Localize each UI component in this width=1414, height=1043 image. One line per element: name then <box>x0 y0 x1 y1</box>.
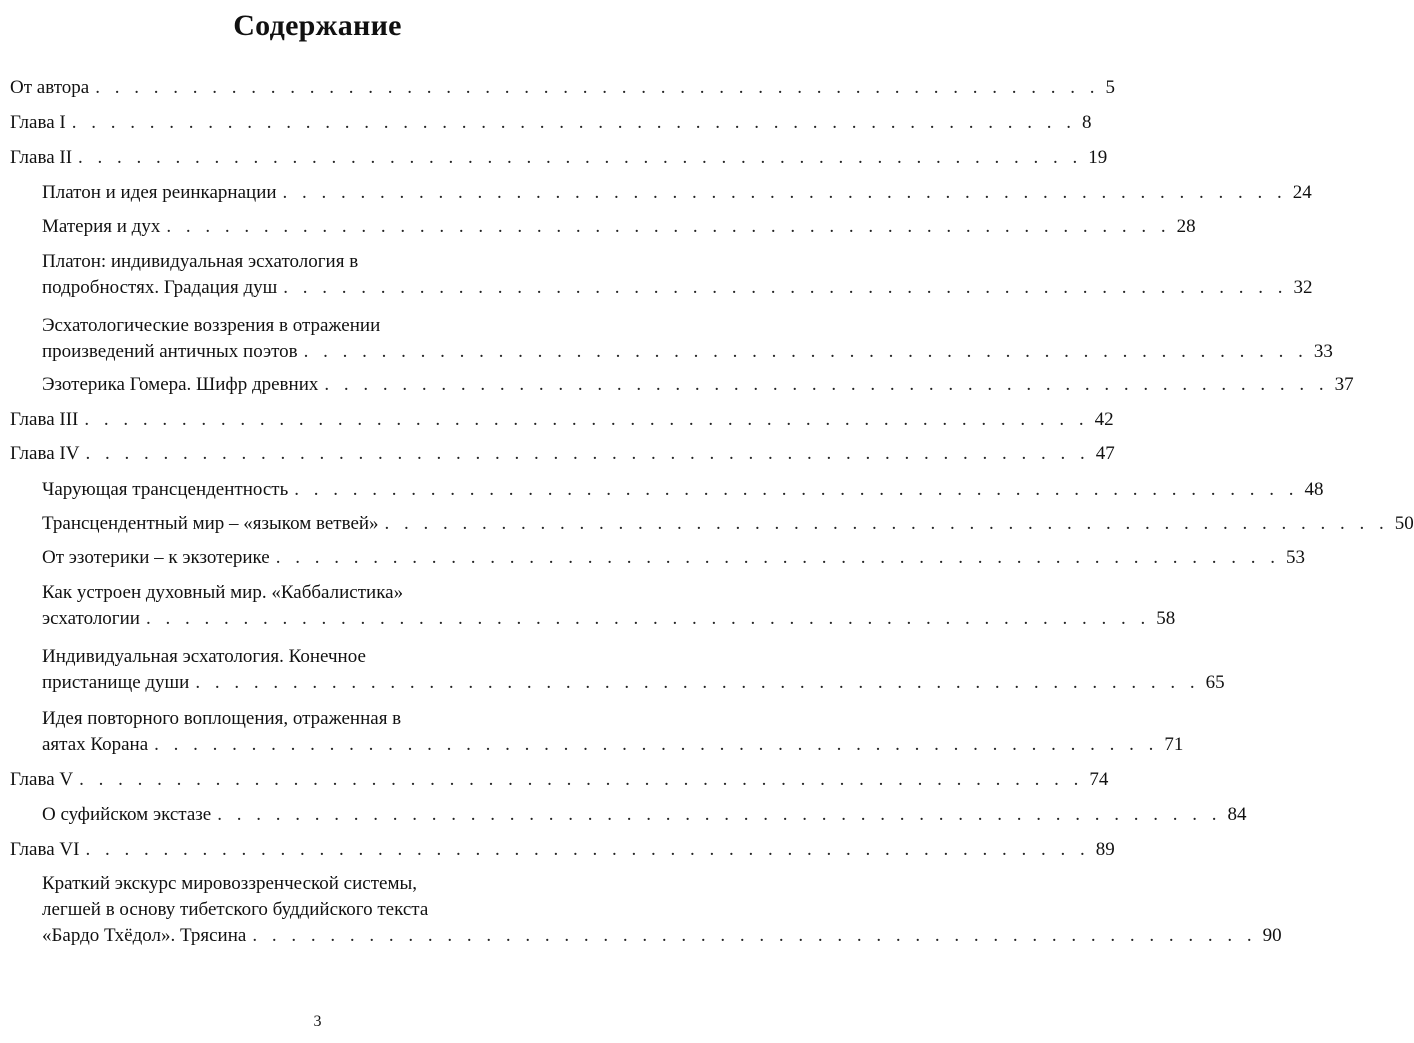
toc-entry-title: аятах Корана <box>42 734 149 755</box>
toc-entry <box>42 214 1196 240</box>
toc-entry-title: От автора <box>10 77 90 98</box>
toc-entry-title-line: Индивидуальная эсхатология. Конечное <box>42 646 366 667</box>
toc-entry <box>42 180 1312 206</box>
toc-entry-title: Глава VI <box>10 839 80 860</box>
toc-entry <box>10 767 1109 793</box>
toc-entry-page: 71 <box>1164 734 1184 755</box>
toc-entry <box>42 249 1313 301</box>
leader-dots: . . . . . . . . . . . . . . . . . . . . . . . . . . . . . . . . . . . . . . . . . . . . . . . . . . . . <box>294 479 1299 500</box>
toc-entry-page: 53 <box>1285 547 1305 568</box>
toc-entry-title-line: Эсхатологические воззрения в отражении <box>42 315 381 336</box>
toc-entry-page: 8 <box>1081 112 1092 133</box>
toc-entry-title-line: Краткий экскурс мировоззренческой системы, <box>42 873 417 894</box>
leader-dots: . . . . . . . . . . . . . . . . . . . . . . . . . . . . . . . . . . . . . . . . . . . . . . . . . . . . <box>324 374 1329 395</box>
toc-entry-title: Эзотерика Гомера. Шифр древних <box>42 374 319 395</box>
leader-dots: . . . . . . . . . . . . . . . . . . . . . . . . . . . . . . . . . . . . . . . . . . . . . . . . . . . . <box>252 925 1257 946</box>
toc-entry <box>10 145 1108 171</box>
toc-entry <box>42 871 1282 949</box>
toc-entry <box>42 477 1324 503</box>
toc-entry-page: 90 <box>1262 925 1282 946</box>
toc-entry-title: Глава I <box>10 112 66 133</box>
leader-dots: . . . . . . . . . . . . . . . . . . . . . . . . . . . . . . . . . . . . . . . . . . . . . . . . . . . . <box>78 147 1083 168</box>
toc-entry <box>10 110 1092 136</box>
toc-entry-page: 65 <box>1205 672 1225 693</box>
toc-entry <box>42 644 1225 696</box>
toc-entry-page: 32 <box>1293 277 1313 298</box>
leader-dots: . . . . . . . . . . . . . . . . . . . . . . . . . . . . . . . . . . . . . . . . . . . . . . . . . . . . <box>85 443 1090 464</box>
toc-entry-page: 42 <box>1094 409 1114 430</box>
toc-entry <box>10 837 1115 863</box>
toc-entry-page: 24 <box>1292 182 1312 203</box>
leader-dots: . . . . . . . . . . . . . . . . . . . . . . . . . . . . . . . . . . . . . . . . . . . . . . . . . . . . <box>79 769 1084 790</box>
leader-dots: . . . . . . . . . . . . . . . . . . . . . . . . . . . . . . . . . . . . . . . . . . . . . . . . . . . . <box>84 409 1089 430</box>
toc-entry-title: О суфийском экстазе <box>42 804 212 825</box>
toc-entry <box>42 313 1333 365</box>
toc-entry-page: 74 <box>1089 769 1109 790</box>
leader-dots: . . . . . . . . . . . . . . . . . . . . . . . . . . . . . . . . . . . . . . . . . . . . . . . . . . . . <box>71 112 1076 133</box>
toc-entry-page: 33 <box>1313 341 1333 362</box>
leader-dots: . . . . . . . . . . . . . . . . . . . . . . . . . . . . . . . . . . . . . . . . . . . . . . . . . . . . <box>166 216 1171 237</box>
toc-entry-title: произведений античных поэтов <box>42 341 298 362</box>
toc-entry-title: Материя и дух <box>42 216 161 237</box>
toc-entry-title: Трансцендентный мир – «языком ветвей» <box>42 513 379 534</box>
toc-entry <box>42 580 1176 632</box>
toc-entry-page: 28 <box>1176 216 1196 237</box>
toc-entry-title: Глава IV <box>10 443 80 464</box>
toc-entry-title: подробностях. Градация душ <box>42 277 278 298</box>
leader-dots: . . . . . . . . . . . . . . . . . . . . . . . . . . . . . . . . . . . . . . . . . . . . . . . . . . . . <box>95 77 1100 98</box>
leader-dots: . . . . . . . . . . . . . . . . . . . . . . . . . . . . . . . . . . . . . . . . . . . . . . . . . . . . <box>384 513 1389 534</box>
page-title: Содержание <box>233 9 402 42</box>
toc-entry-title: Чарующая трансцендентность <box>42 479 289 500</box>
leader-dots: . . . . . . . . . . . . . . . . . . . . . . . . . . . . . . . . . . . . . . . . . . . . . . . . . . . . <box>195 672 1200 693</box>
toc-entry-page: 50 <box>1394 513 1414 534</box>
toc-entry <box>42 545 1305 571</box>
toc-entry-title: «Бардо Тхёдол». Трясина <box>42 925 247 946</box>
leader-dots: . . . . . . . . . . . . . . . . . . . . . . . . . . . . . . . . . . . . . . . . . . . . . . . . . . . . <box>145 608 1151 629</box>
leader-dots: . . . . . . . . . . . . . . . . . . . . . . . . . . . . . . . . . . . . . . . . . . . . . . . . . . . . <box>275 547 1280 568</box>
toc-entry-page: 5 <box>1105 77 1115 98</box>
toc-entry-page: 37 <box>1334 374 1354 395</box>
toc-entry-page: 47 <box>1095 443 1115 464</box>
toc-entry <box>42 706 1184 758</box>
leader-dots: . . . . . . . . . . . . . . . . . . . . . . . . . . . . . . . . . . . . . . . . . . . . . . . . . . . . <box>154 734 1159 755</box>
toc-entry-page: 48 <box>1304 479 1324 500</box>
leader-dots: . . . . . . . . . . . . . . . . . . . . . . . . . . . . . . . . . . . . . . . . . . . . . . . . . . . . <box>85 839 1090 860</box>
toc-entry-title: Глава V <box>10 769 74 790</box>
toc-entry-title-line: Платон: индивидуальная эсхатология в <box>42 251 359 272</box>
leader-dots: . . . . . . . . . . . . . . . . . . . . . . . . . . . . . . . . . . . . . . . . . . . . . . . . . . . . <box>303 341 1308 362</box>
toc-entry <box>10 441 1115 467</box>
toc-entry-title-line: Идея повторного воплощения, отраженная в <box>42 708 402 729</box>
toc-entry-page: 89 <box>1095 839 1115 860</box>
toc-entry-title: От эзотерики – к экзотерике <box>42 547 270 568</box>
toc-entry <box>10 75 1115 101</box>
toc-entry-title-line: Как устроен духовный мир. «Каббалистика» <box>42 582 404 603</box>
toc-entry <box>10 407 1114 433</box>
toc-entry-title: пристанище души <box>42 672 190 693</box>
leader-dots: . . . . . . . . . . . . . . . . . . . . . . . . . . . . . . . . . . . . . . . . . . . . . . . . . . . . <box>282 182 1287 203</box>
toc-entry-page: 58 <box>1156 608 1176 629</box>
toc-entry <box>42 511 1414 537</box>
page-number: 3 <box>313 1013 322 1030</box>
toc-entry <box>42 802 1247 828</box>
toc-entry-title-line: легшей в основу тибетского буддийского текста <box>42 899 429 920</box>
leader-dots: . . . . . . . . . . . . . . . . . . . . . . . . . . . . . . . . . . . . . . . . . . . . . . . . . . . . <box>283 277 1288 298</box>
toc-entry-title: эсхатологии <box>42 608 140 629</box>
toc-entry-page: 84 <box>1227 804 1247 825</box>
toc-entry-title: Глава III <box>10 409 79 430</box>
toc-entry <box>42 372 1354 398</box>
toc-entry-page: 19 <box>1088 147 1108 168</box>
toc-entry-title: Глава II <box>10 147 73 168</box>
leader-dots: . . . . . . . . . . . . . . . . . . . . . . . . . . . . . . . . . . . . . . . . . . . . . . . . . . . . <box>217 804 1222 825</box>
toc-entry-title: Платон и идея реинкарнации <box>42 182 277 203</box>
